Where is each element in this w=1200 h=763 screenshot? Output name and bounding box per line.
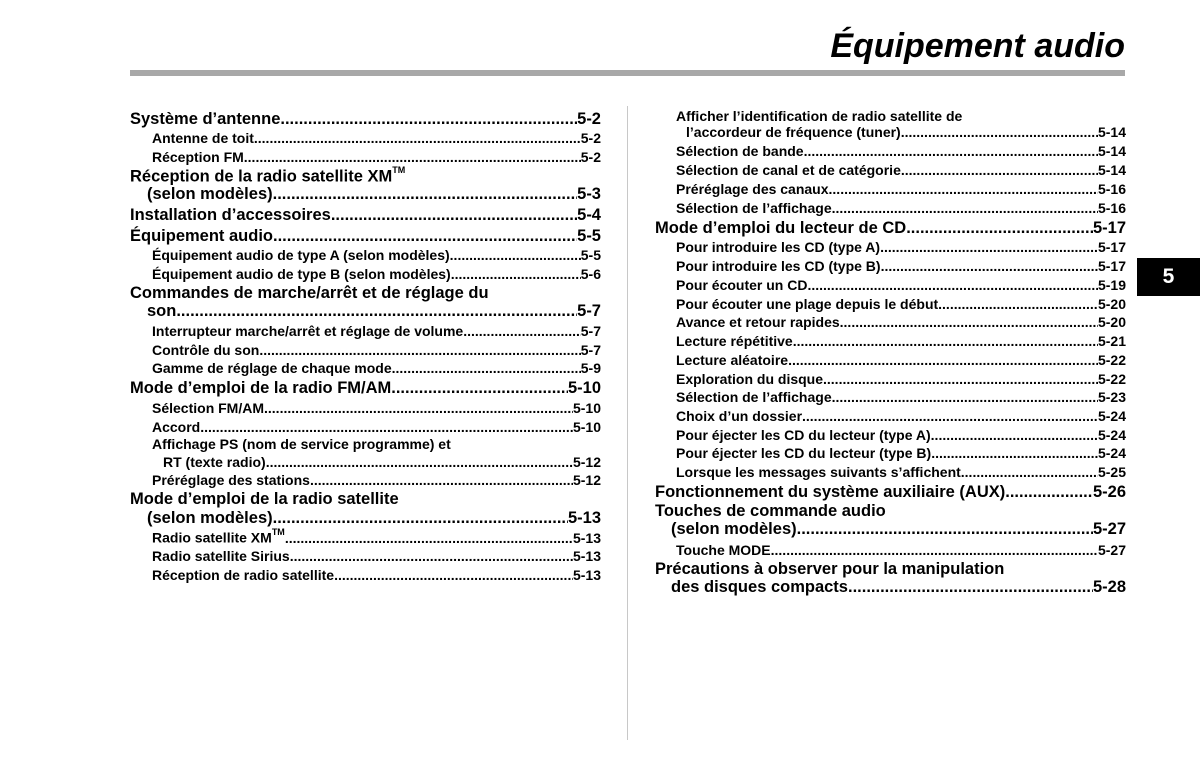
toc-entry-affichage-ps[interactable] xyxy=(163,455,601,469)
toc-leader xyxy=(244,150,581,164)
toc-entry-title: Accord xyxy=(152,419,201,435)
toc-entry-title: Pour introduire les CD (type A) xyxy=(676,239,881,255)
toc-entry-title: Sélection de canal et de catégorie xyxy=(676,162,901,178)
toc-leader xyxy=(451,267,581,281)
toc-entry-radio-fm-am[interactable] xyxy=(130,380,601,397)
toc-page-number: 5-27 xyxy=(1097,542,1126,558)
toc-page-number: 5-16 xyxy=(1097,200,1126,216)
toc-entry-title xyxy=(152,527,285,546)
toc-leader xyxy=(797,521,1093,538)
toc-leader xyxy=(931,428,1098,442)
toc-page-number: 5-17 xyxy=(1097,239,1126,255)
toc-page-number: 5-22 xyxy=(1097,352,1126,368)
toc-page-number: 5-13 xyxy=(572,529,601,546)
toc-page-number: 5-12 xyxy=(572,472,601,488)
toc-entry-title: (selon modèles) xyxy=(147,509,273,527)
toc-entry-ejecter-cd-a[interactable] xyxy=(676,428,1126,442)
toc-entry-antenne-toit[interactable] xyxy=(152,131,601,145)
toc-entry-lecteur-cd[interactable] xyxy=(655,220,1126,237)
toc-page-number: 5-19 xyxy=(1097,277,1126,293)
toc-page-number: 5-13 xyxy=(567,509,601,527)
toc-leader xyxy=(832,390,1098,404)
toc-page-number: 5-20 xyxy=(1097,296,1126,312)
toc-leader xyxy=(906,220,1093,237)
toc-leader xyxy=(450,248,581,262)
toc-leader xyxy=(802,409,1098,423)
toc-leader xyxy=(254,131,581,145)
toc-entry-title: Gamme de réglage de chaque mode xyxy=(152,360,392,376)
toc-page-number: 5-10 xyxy=(572,419,601,435)
toc-entry-reception-xm-line1[interactable] xyxy=(130,165,406,186)
toc-entry-title: Lecture répétitive xyxy=(676,333,793,349)
toc-entry-title: Sélection FM/AM xyxy=(152,400,265,416)
toc-page-number: 5-2 xyxy=(580,130,601,146)
toc-entry-title: Système d’antenne xyxy=(130,110,281,128)
toc-entry-touches-commande[interactable] xyxy=(671,521,1126,538)
toc-page-number: 5-17 xyxy=(1092,219,1126,237)
toc-entry-title: Mode d’emploi de la radio FM/AM xyxy=(130,379,392,397)
toc-entry-title: (selon modèles) xyxy=(671,520,797,538)
toc-entry-title: Touche MODE xyxy=(676,542,771,558)
toc-entry-title: Pour éjecter les CD du lecteur (type B) xyxy=(676,445,932,461)
toc-entry-title: Équipement audio de type B (selon modèles) xyxy=(152,266,451,282)
toc-leader xyxy=(280,111,577,128)
toc-entry-reception-xm[interactable] xyxy=(147,186,601,203)
toc-leader xyxy=(829,182,1098,196)
toc-page-number: 5-6 xyxy=(580,266,601,282)
toc-page-number: 5-21 xyxy=(1097,333,1126,349)
toc-entry-title: Préréglage des canaux xyxy=(676,181,829,197)
toc-leader xyxy=(848,579,1093,596)
toc-leader xyxy=(961,465,1098,479)
toc-entry-introduire-cd-b[interactable] xyxy=(676,259,1126,273)
toc-entry-title: Avance et retour rapides xyxy=(676,314,840,330)
toc-page-number: 5-24 xyxy=(1097,408,1126,424)
toc-entry-title: l’accordeur de fréquence (tuner) xyxy=(686,124,901,140)
toc-entry-reception-radio-satellite[interactable] xyxy=(152,568,601,582)
toc-entry-title: des disques compacts xyxy=(671,578,848,596)
toc-entry-title: Pour éjecter les CD du lecteur (type A) xyxy=(676,427,931,443)
toc-page-number: 5-27 xyxy=(1092,520,1126,538)
title-rule xyxy=(130,70,1125,76)
toc-page-number: 5-4 xyxy=(577,206,601,224)
trademark-superscript: TM xyxy=(271,527,285,537)
toc-leader xyxy=(392,361,581,375)
toc-page-number: 5-13 xyxy=(572,548,601,564)
toc-leader xyxy=(832,201,1098,215)
toc-entry-systeme-aux[interactable] xyxy=(655,484,1126,501)
toc-leader xyxy=(463,324,581,338)
toc-entry-title: Pour écouter un CD xyxy=(676,277,808,293)
toc-entry-title: Préréglage des stations xyxy=(152,472,310,488)
toc-entry-prereglage-stations[interactable] xyxy=(152,473,601,487)
toc-leader xyxy=(880,240,1098,254)
toc-leader xyxy=(938,297,1098,311)
toc-entry-reception-fm[interactable] xyxy=(152,150,601,164)
toc-entry-ecouter-plage[interactable] xyxy=(676,297,1126,311)
toc-entry-title: Lecture aléatoire xyxy=(676,352,789,368)
toc-entry-selection-bande[interactable] xyxy=(676,144,1126,158)
toc-entry-avance-retour[interactable] xyxy=(676,315,1126,329)
toc-entry-title: (selon modèles) xyxy=(147,185,273,203)
toc-entry-radio-satellite[interactable] xyxy=(147,510,601,527)
toc-leader xyxy=(266,455,573,469)
toc-entry-title: Réception de la radio satellite XM xyxy=(130,167,393,186)
toc-entry-title: Pour écouter une plage depuis le début xyxy=(676,296,939,312)
toc-entry-title: Équipement audio de type A (selon modèles) xyxy=(152,247,450,263)
toc-leader xyxy=(331,207,577,224)
toc-entry-title: Contrôle du son xyxy=(152,342,260,358)
toc-leader xyxy=(290,549,573,563)
toc-leader xyxy=(823,372,1098,386)
toc-entry-title: Interrupteur marche/arrêt et réglage de volume xyxy=(152,323,464,339)
toc-page-number: 5-25 xyxy=(1097,464,1126,480)
toc-leader xyxy=(804,144,1098,158)
toc-page-number: 5-28 xyxy=(1092,578,1126,596)
toc-entry-title: Fonctionnement du système auxiliaire (AUX) xyxy=(655,483,1006,501)
toc-entry-introduire-cd-a[interactable] xyxy=(676,240,1126,254)
toc-page-number: 5-26 xyxy=(1092,483,1126,501)
toc-page-number: 5-17 xyxy=(1097,258,1126,274)
toc-entry-touche-mode[interactable] xyxy=(676,543,1126,557)
toc-page-number: 5-24 xyxy=(1097,445,1126,461)
toc-leader xyxy=(273,510,568,527)
toc-entry-systeme-antenne[interactable] xyxy=(130,111,601,128)
toc-entry-ecouter-cd[interactable] xyxy=(676,278,1126,292)
toc-entry-controle-son[interactable] xyxy=(152,343,601,357)
toc-leader xyxy=(259,343,580,357)
toc-page-number: 5-12 xyxy=(572,454,601,470)
toc-leader xyxy=(391,380,568,397)
trademark-superscript: TM xyxy=(392,165,406,175)
toc-page-number: 5-24 xyxy=(1097,427,1126,443)
toc-leader xyxy=(881,259,1098,273)
toc-entry-title: Sélection de bande xyxy=(676,143,804,159)
toc-page-number: 5-20 xyxy=(1097,314,1126,330)
toc-leader xyxy=(901,163,1098,177)
toc-entry-title: Exploration du disque xyxy=(676,371,824,387)
toc-page-number: 5-10 xyxy=(567,379,601,397)
toc-page-number: 5-22 xyxy=(1097,371,1126,387)
toc-page-number: 5-7 xyxy=(580,323,601,339)
toc-page-number: 5-2 xyxy=(580,149,601,165)
toc-page-number: 5-14 xyxy=(1097,162,1126,178)
toc-entry-commandes[interactable] xyxy=(147,303,601,320)
toc-entry-title: Choix d’un dossier xyxy=(676,408,803,424)
toc-leader xyxy=(176,303,577,320)
toc-entry-lecture-aleatoire[interactable] xyxy=(676,353,1126,367)
column-divider xyxy=(627,106,628,740)
toc-entry-radio-satellite-line1[interactable]: Mode d’emploi de la radio satellite xyxy=(130,490,399,508)
toc-entry-title: Mode d’emploi du lecteur de CD xyxy=(655,219,907,237)
toc-page-number: 5-14 xyxy=(1097,124,1126,140)
toc-entry-choix-dossier[interactable] xyxy=(676,409,1126,423)
toc-entry-title: Sélection de l’affichage xyxy=(676,200,832,216)
toc-entry-accord[interactable] xyxy=(152,420,601,434)
toc-page-number: 5-5 xyxy=(580,247,601,263)
toc-leader xyxy=(807,278,1098,292)
toc-leader xyxy=(901,125,1098,139)
toc-entry-precautions-line1[interactable]: Précautions à observer pour la manipulation xyxy=(655,560,1005,578)
toc-entry-title: Réception FM xyxy=(152,149,244,165)
chapter-tab[interactable]: 5 xyxy=(1137,258,1200,296)
toc-entry-title: Sélection de l’affichage xyxy=(676,389,832,405)
toc-leader xyxy=(334,568,573,582)
toc-entry-selection-affichage[interactable] xyxy=(676,201,1126,215)
toc-leader xyxy=(285,531,573,545)
toc-entry-radio-satellite-sirius[interactable] xyxy=(152,549,601,563)
toc-entry-identification-tuner[interactable] xyxy=(686,125,1126,139)
toc-entry-title: Pour introduire les CD (type B) xyxy=(676,258,881,274)
toc-entry-title: Lorsque les messages suivants s’affichent xyxy=(676,464,961,480)
toc-entry-equipement-type-b[interactable] xyxy=(152,267,601,281)
toc-leader xyxy=(273,186,578,203)
toc-leader xyxy=(273,228,577,245)
toc-entry-title-text: Radio satellite XM xyxy=(152,529,272,546)
toc-page-number: 5-23 xyxy=(1097,389,1126,405)
toc-page-number: 5-3 xyxy=(577,185,601,203)
toc-page-number: 5-2 xyxy=(577,110,601,128)
toc-entry-ejecter-cd-b[interactable] xyxy=(676,446,1126,460)
toc-entry-gamme-reglage[interactable] xyxy=(152,361,601,375)
toc-leader xyxy=(788,353,1098,367)
toc-page-number: 5-9 xyxy=(580,360,601,376)
toc-entry-title: son xyxy=(147,302,177,320)
toc-entry-precautions[interactable] xyxy=(671,579,1126,596)
toc-leader xyxy=(793,334,1098,348)
toc-leader xyxy=(771,543,1098,557)
toc-entry-exploration-disque[interactable] xyxy=(676,372,1126,386)
toc-entry-touches-commande-line1[interactable]: Touches de commande audio xyxy=(655,502,886,520)
toc-entry-equipement-type-a[interactable] xyxy=(152,248,601,262)
toc-entry-installation-accessoires[interactable] xyxy=(130,207,601,224)
toc-leader xyxy=(310,473,573,487)
toc-page-number: 5-7 xyxy=(577,302,601,320)
toc-entry-equipement-audio[interactable] xyxy=(130,228,601,245)
toc-entry-lecture-repetitive[interactable] xyxy=(676,334,1126,348)
toc-entry-interrupteur[interactable] xyxy=(152,324,601,338)
toc-entry-prereglage-canaux[interactable] xyxy=(676,182,1126,196)
toc-entry-radio-satellite-xm[interactable] xyxy=(152,527,601,546)
toc-page-number: 5-10 xyxy=(572,400,601,416)
toc-leader xyxy=(200,420,573,434)
toc-entry-selection-canal[interactable] xyxy=(676,163,1126,177)
toc-entry-title: Équipement audio xyxy=(130,227,274,245)
toc-page-number: 5-16 xyxy=(1097,181,1126,197)
toc-page-number: 5-13 xyxy=(572,567,601,583)
toc-entry-identification-tuner-line1[interactable]: Afficher l’identification de radio satellite de xyxy=(676,108,963,124)
toc-leader xyxy=(264,401,573,415)
toc-entry-selection-fm-am[interactable] xyxy=(152,401,601,415)
toc-leader xyxy=(1005,484,1093,501)
toc-entry-affichage-ps-line1[interactable]: Affichage PS (nom de service programme) et xyxy=(152,436,451,452)
toc-leader xyxy=(931,446,1098,460)
toc-entry-commandes-line1[interactable]: Commandes de marche/arrêt et de réglage du xyxy=(130,284,489,302)
toc-leader xyxy=(840,315,1098,329)
toc-entry-selection-affichage-cd[interactable] xyxy=(676,390,1126,404)
chapter-title: Équipement audio xyxy=(830,27,1125,65)
toc-page-number: 5-14 xyxy=(1097,143,1126,159)
toc-entry-title: Antenne de toit xyxy=(152,130,254,146)
toc-entry-title: Installation d’accessoires xyxy=(130,206,331,224)
toc-page-number: 5-5 xyxy=(577,227,601,245)
toc-entry-title: Radio satellite Sirius xyxy=(152,548,290,564)
toc-entry-messages-affichent[interactable] xyxy=(676,465,1126,479)
toc-page-number: 5-7 xyxy=(580,342,601,358)
toc-entry-title: Réception de radio satellite xyxy=(152,567,335,583)
toc-entry-title: RT (texte radio) xyxy=(163,454,266,470)
